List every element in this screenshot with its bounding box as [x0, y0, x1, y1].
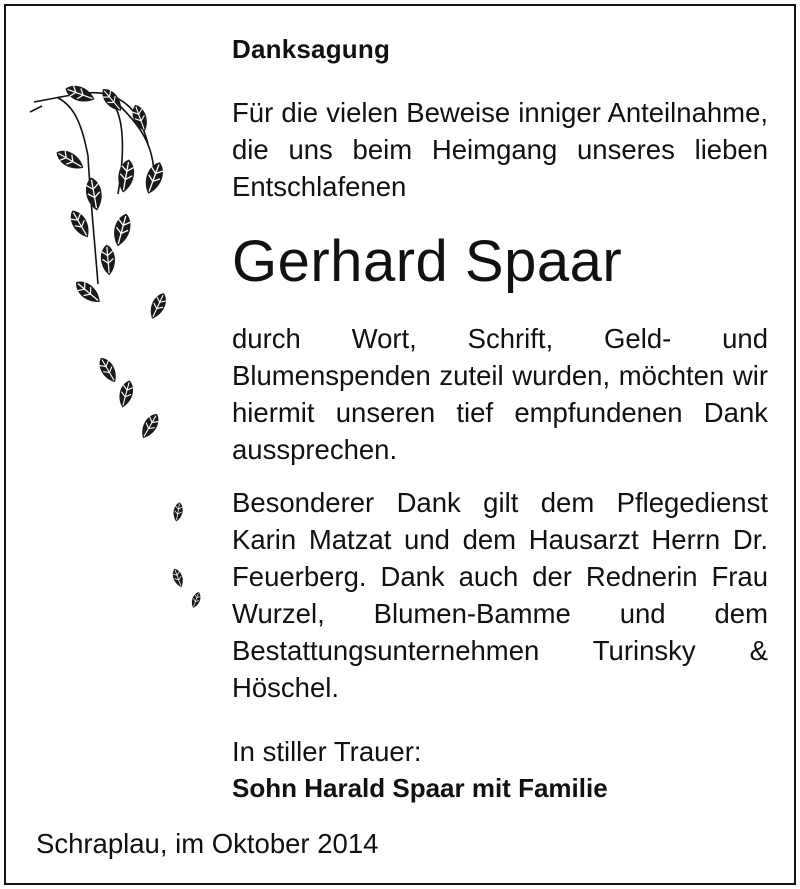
thanks-paragraph: durch Wort, Schrift, Geld- und Blumenspenden zuteil wurden, möchten wir hiermit unseren tief empfundenen Dank aussprechen.: [232, 323, 768, 465]
deceased-name: Gerhard Spaar: [232, 229, 623, 294]
notice-heading: Danksagung: [232, 34, 391, 64]
closing-line: In stiller Trauer:: [232, 736, 422, 767]
special-thanks-paragraph: Besonderer Dank gilt dem Pflegedienst Karin Matzat und dem Hausarzt Herrn Dr. Feuerberg. Dank auch der Rednerin Frau Wurzel, Blumen-Bamme und dem Bestattungsunternehmen Turinsky & Höschel.: [232, 487, 768, 703]
signature: Sohn Harald Spaar mit Familie: [232, 773, 608, 803]
falling-leaves-branch-icon: [28, 84, 218, 624]
intro-paragraph: Für die vielen Beweise inniger Anteilnahme, die uns beim Heimgang unseres lieben Entschlafenen: [232, 97, 768, 202]
place-date: Schraplau, im Oktober 2014: [36, 828, 379, 859]
